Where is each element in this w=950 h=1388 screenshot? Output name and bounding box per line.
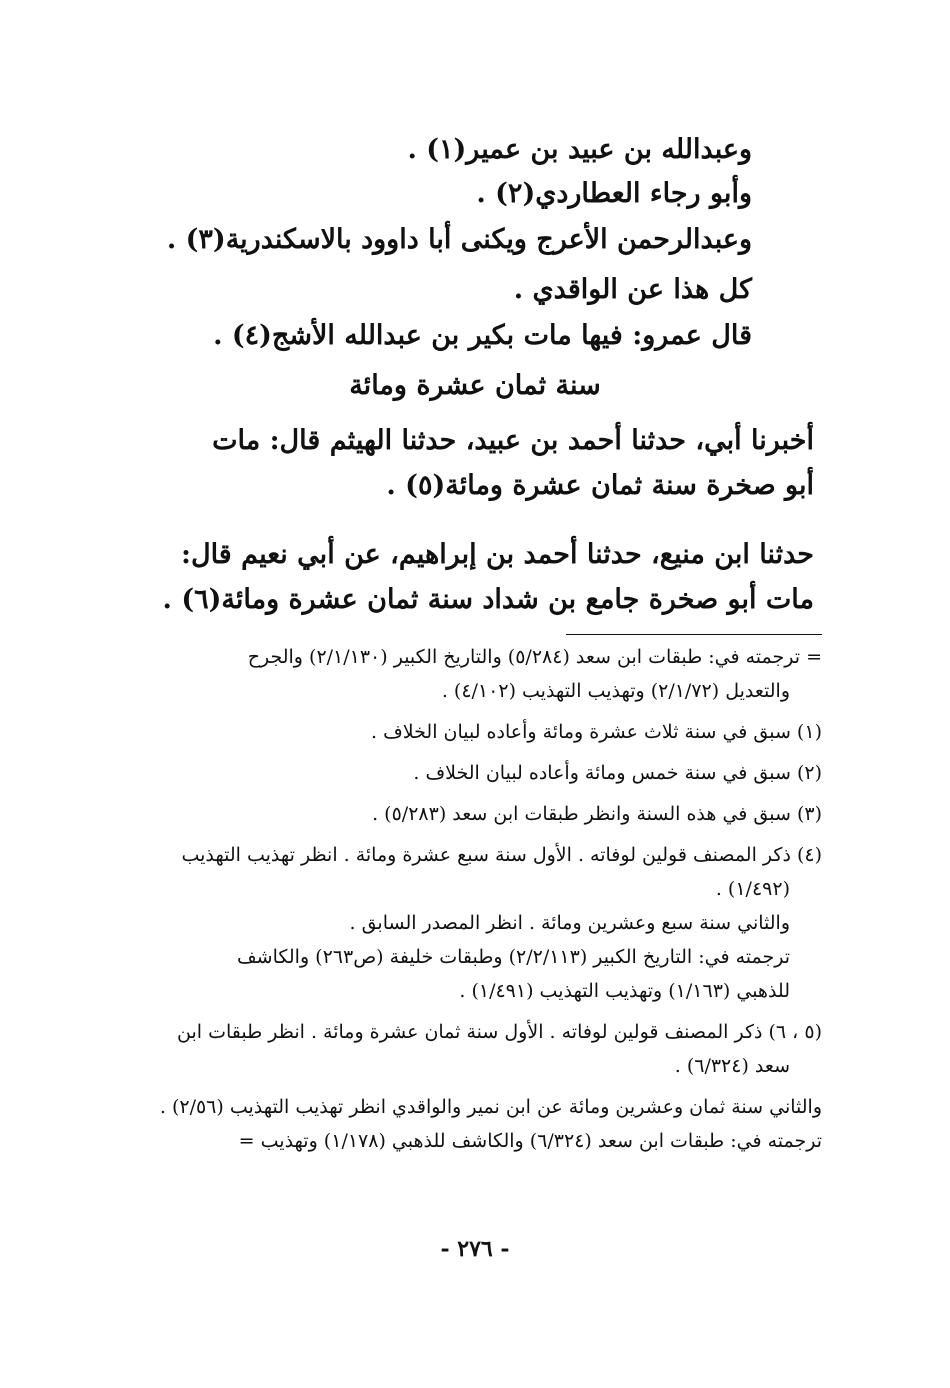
footnote-line: ترجمته في: طبقات ابن سعد (٦/٣٢٤) والكاشف للذهبي (١/١٧٨) وتهذيب = (238, 1130, 822, 1152)
footnote-line: (٣) سبق في هذه السنة وانظر طبقات ابن سعد (٥/٢٨٣) . (372, 803, 822, 825)
footnote-line: (٢) سبق في سنة خمس ومائة وأعاده لبيان الخلاف . (413, 762, 822, 784)
paragraph-2-line-2: مات أبو صخرة جامع بن شداد سنة ثمان عشرة ومائة(٦) . (162, 584, 814, 615)
paragraph-2 (124, 532, 814, 622)
main-line-4: كل هذا عن الواقدي . (513, 274, 752, 305)
paragraph-1-line-2: أبو صخرة سنة ثمان عشرة ومائة(٥) . (386, 470, 814, 501)
main-line-5: قال عمرو: فيها مات بكير بن عبدالله الأشج(٤) . (213, 320, 752, 351)
paragraph-2-line-1: حدثنا ابن منيع، حدثنا أحمد بن إبراهيم، عن أبي نعيم قال: (181, 539, 814, 570)
footnote-separator (566, 634, 822, 635)
paragraph-1-line-1: أخبرنا أبي، حدثنا أحمد بن عبيد، حدثنا الهيثم قال: مات (212, 425, 814, 456)
footnote-line: والثاني سنة ثمان وعشرين ومائة عن ابن نمير والواقدي انظر تهذيب التهذيب (٢/٥٦) . (159, 1096, 822, 1118)
footnote-line: (١/٤٩٢) . (715, 878, 790, 900)
paragraph-1 (124, 418, 814, 508)
main-line-2: وأبو رجاء العطاردي(٢) . (476, 178, 752, 209)
footnote-line: والثاني سنة سبع وعشرين ومائة . انظر المصدر السابق . (349, 912, 790, 934)
footnotes (122, 640, 822, 1158)
footnote-line: ترجمته في: التاريخ الكبير (٢/٢/١١٣) وطبقات خليفة (ص٢٦٣) والكاشف (237, 946, 790, 968)
page-number: - ٢٧٦ - (440, 1236, 510, 1262)
footnote-line: والتعديل (٢/١/٧٢) وتهذيب التهذيب (٤/١٠٢) . (441, 680, 790, 702)
footnote-line: = ترجمته في: طبقات ابن سعد (٥/٢٨٤) والتاريخ الكبير (٢/١/١٣٠) والجرح (247, 646, 822, 668)
section-title: سنة ثمان عشرة ومائة (349, 370, 601, 401)
main-line-3: وعبدالرحمن الأعرج ويكنى أبا داوود بالاسكندرية(٣) . (166, 224, 752, 255)
footnote-line: (٥ ، ٦) ذكر المصنف قولين لوفاته . الأول سنة ثمان عشرة ومائة . انظر طبقات ابن (177, 1021, 822, 1043)
footnote-line: (٤) ذكر المصنف قولين لوفاته . الأول سنة سبع عشرة ومائة . انظر تهذيب التهذيب (181, 844, 822, 866)
main-line-1: وعبدالله بن عبيد بن عمير(١) . (407, 134, 752, 165)
footnote-line: سعد (٦/٣٢٤) . (674, 1055, 790, 1077)
footnote-line: (١) سبق في سنة ثلاث عشرة ومائة وأعاده لبيان الخلاف . (371, 721, 822, 743)
footnote-line: للذهبي (١/١٦٣) وتهذيب التهذيب (١/٤٩١) . (459, 980, 790, 1002)
